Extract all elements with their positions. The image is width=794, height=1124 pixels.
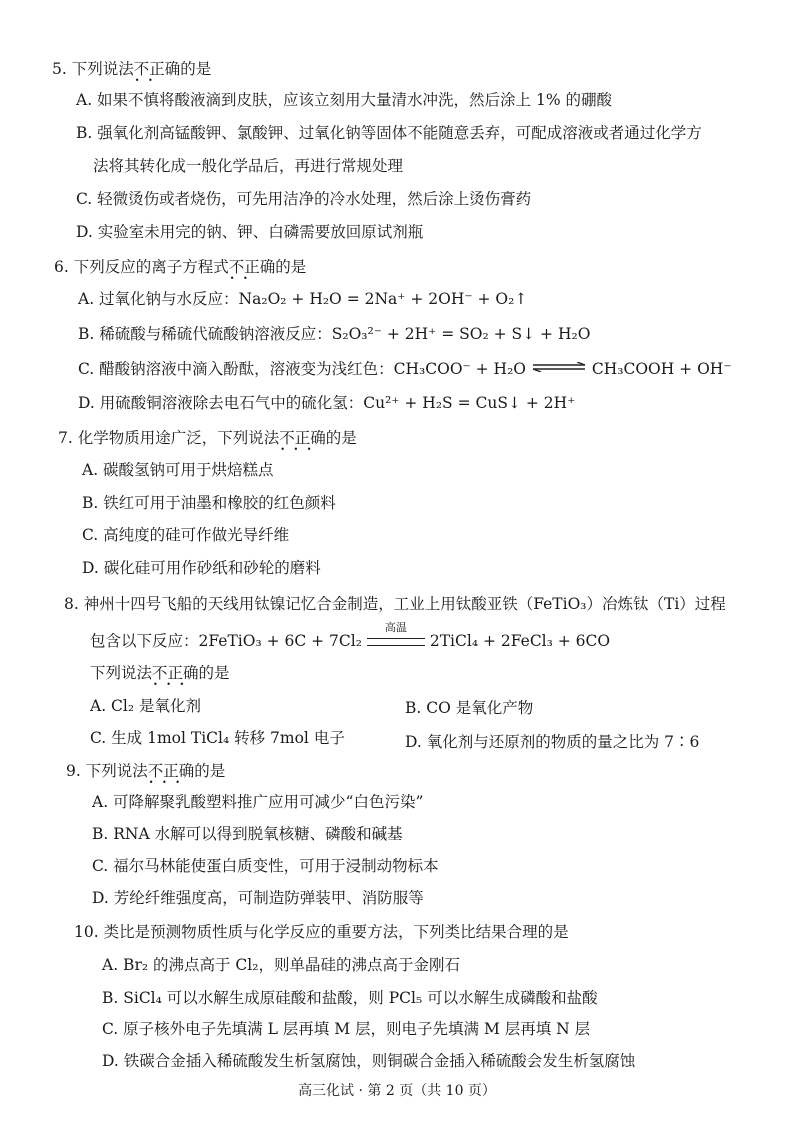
- question-8-stem-line3: 下列说法不正确 • • •的是: [90, 662, 230, 684]
- question-9-option-a: A. 可降解聚乳酸塑料推广应用可减少“白色污染”: [92, 793, 424, 811]
- page-footer: 高三化试 · 第 2 页（共 10 页）: [298, 1083, 496, 1099]
- emphasis-mark: 不正确 • • •: [279, 429, 326, 447]
- question-5-stem: 5. 下列说法不正 • •确的是: [52, 58, 211, 80]
- question-7-option-d: D. 碳化硅可用作砂纸和砂轮的磨料: [82, 559, 321, 577]
- question-8-stem-line1: 8. 神州十四号飞船的天线用钛镍记忆合金制造，工业上用钛酸亚铁（FeTiO₃）冶炼钛（Ti）过程: [64, 595, 726, 613]
- question-5-option-d: D. 实验室未用完的钠、钾、白磷需要放回原试剂瓶: [76, 223, 424, 241]
- question-6-option-d: D. 用硫酸铜溶液除去电石气中的硫化氢：Cu²⁺ + H₂S = CuS↓ + 2H⁺: [78, 394, 576, 412]
- question-6-stem: 6. 下列反应的离子方程式不正 • •确的是: [54, 256, 306, 278]
- question-10-stem: 10. 类比是预测物质性质与化学反应的重要方法，下列类比结果合理的是: [74, 923, 569, 941]
- question-8-option-b: B. CO 是氧化产物: [405, 699, 534, 717]
- question-7-stem: 7. 化学物质用途广泛，下列说法不正确 • • •的是: [58, 427, 357, 449]
- question-6-option-b: B. 稀硫酸与稀硫代硫酸钠溶液反应：S₂O₃²⁻ + 2H⁺ = SO₂ + S↓ + H₂O: [78, 325, 591, 343]
- question-9-option-d: D. 芳纶纤维强度高，可制造防弹装甲、消防服等: [92, 889, 424, 907]
- question-10-option-d: D. 铁碳合金插入稀硫酸发生析氢腐蚀，则铜碳合金插入稀硫酸会发生析氢腐蚀: [102, 1052, 636, 1070]
- question-5-option-c: C. 轻微烫伤或者烧伤，可先用洁净的冷水处理，然后涂上烫伤膏药: [76, 190, 532, 208]
- question-5-option-b-line1: B. 强氧化剂高锰酸钾、氯酸钾、过氧化钠等固体不能随意丢弃，可配成溶液或者通过化学方: [76, 124, 702, 142]
- equilibrium-arrow-icon: [531, 362, 587, 372]
- question-8-option-d: D. 氧化剂与还原剂的物质的量之比为 7∶6: [405, 733, 700, 751]
- question-10-option-b: B. SiCl₄ 可以水解生成原硅酸和盐酸，则 PCl₅ 可以水解生成磷酸和盐酸: [102, 989, 598, 1007]
- question-7-option-c: C. 高纯度的硅可作做光导纤维: [82, 526, 290, 544]
- question-5-option-a: A. 如果不慎将酸液滴到皮肤，应该立刻用大量清水冲洗，然后涂上 1% 的硼酸: [76, 91, 612, 109]
- reaction-condition-arrow: 高温: [367, 634, 425, 646]
- question-9-option-b: B. RNA 水解可以得到脱氧核糖、磷酸和碱基: [92, 825, 403, 843]
- emphasis-mark: 不正 • •: [229, 258, 260, 276]
- emphasis-mark: 不正确 • • •: [152, 664, 199, 682]
- question-7-option-a: A. 碳酸氢钠可用于烘焙糕点: [82, 461, 274, 479]
- question-5-option-b-line2: 法将其转化成一般化学品后，再进行常规处理: [93, 157, 404, 175]
- emphasis-mark: 不正确 • • •: [148, 762, 195, 780]
- question-9-option-c: C. 福尔马林能使蛋白质变性，可用于浸制动物标本: [92, 857, 439, 875]
- question-8-option-c: C. 生成 1mol TiCl₄ 转移 7mol 电子: [90, 729, 345, 747]
- question-6-option-c: C. 醋酸钠溶液中滴入酚酞，溶液变为浅红色：CH₃COO⁻ + H₂O CH₃COOH + OH⁻: [78, 360, 732, 378]
- question-8-stem-line2: 包含以下反应：2FeTiO₃ + 6C + 7Cl₂ 高温 2TiCl₄ + 2FeCl₃ + 6CO: [90, 621, 611, 650]
- emphasis-mark: 不正 • •: [134, 60, 165, 78]
- question-7-option-b: B. 铁红可用于油墨和橡胶的红色颜料: [82, 494, 336, 512]
- question-10-option-a: A. Br₂ 的沸点高于 Cl₂，则单晶硅的沸点高于金刚石: [102, 956, 460, 974]
- question-8-option-a: A. Cl₂ 是氧化剂: [90, 697, 202, 715]
- question-9-stem: 9. 下列说法不正确 • • •的是: [66, 760, 225, 782]
- question-10-option-c: C. 原子核外电子先填满 L 层再填 M 层，则电子先填满 M 层再填 N 层: [102, 1020, 591, 1038]
- question-6-option-a: A. 过氧化钠与水反应：Na₂O₂ + H₂O = 2Na⁺ + 2OH⁻ + O₂↑: [78, 290, 528, 308]
